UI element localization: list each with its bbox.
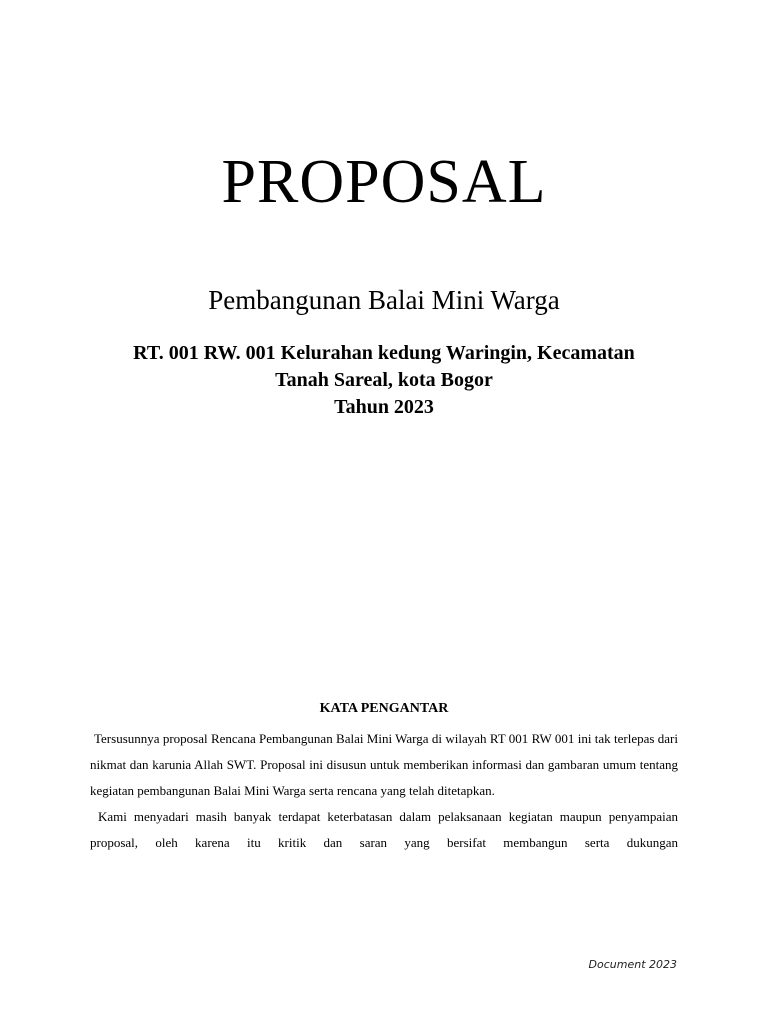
document-subtitle: Pembangunan Balai Mini Warga: [208, 285, 560, 315]
section-heading: KATA PENGANTAR: [319, 701, 449, 716]
document-title: PROPOSAL: [221, 148, 547, 216]
location-block: [80, 340, 688, 421]
foreword-paragraph-1: Tersusunnya proposal Rencana Pembangunan Balai Mini Warga di wilayah RT 001 RW 001 ini tak terlepas dari nikmat dan karunia Allah SWT. Proposal ini disusun untuk memberikan informasi dan gambaran umum tentang kegiatan pembangunan Balai Mini Warga serta rencana yang telah ditetapkan.: [90, 731, 678, 798]
foreword-section: [90, 698, 678, 856]
location-line-1: RT. 001 RW. 001 Kelurahan kedung Waringin, Kecamatan: [133, 342, 635, 364]
foreword-paragraph-2: Kami menyadari masih banyak terdapat keterbatasan dalam pelaksanaan kegiatan maupun penyampaian proposal, oleh karena itu kritik dan saran yang bersifat membangun serta dukungan: [90, 809, 678, 850]
year-line: Tahun 2023: [334, 396, 434, 418]
location-line-2: Tanah Sareal, kota Bogor: [275, 369, 493, 391]
document-footer: Document 2023: [588, 958, 677, 971]
